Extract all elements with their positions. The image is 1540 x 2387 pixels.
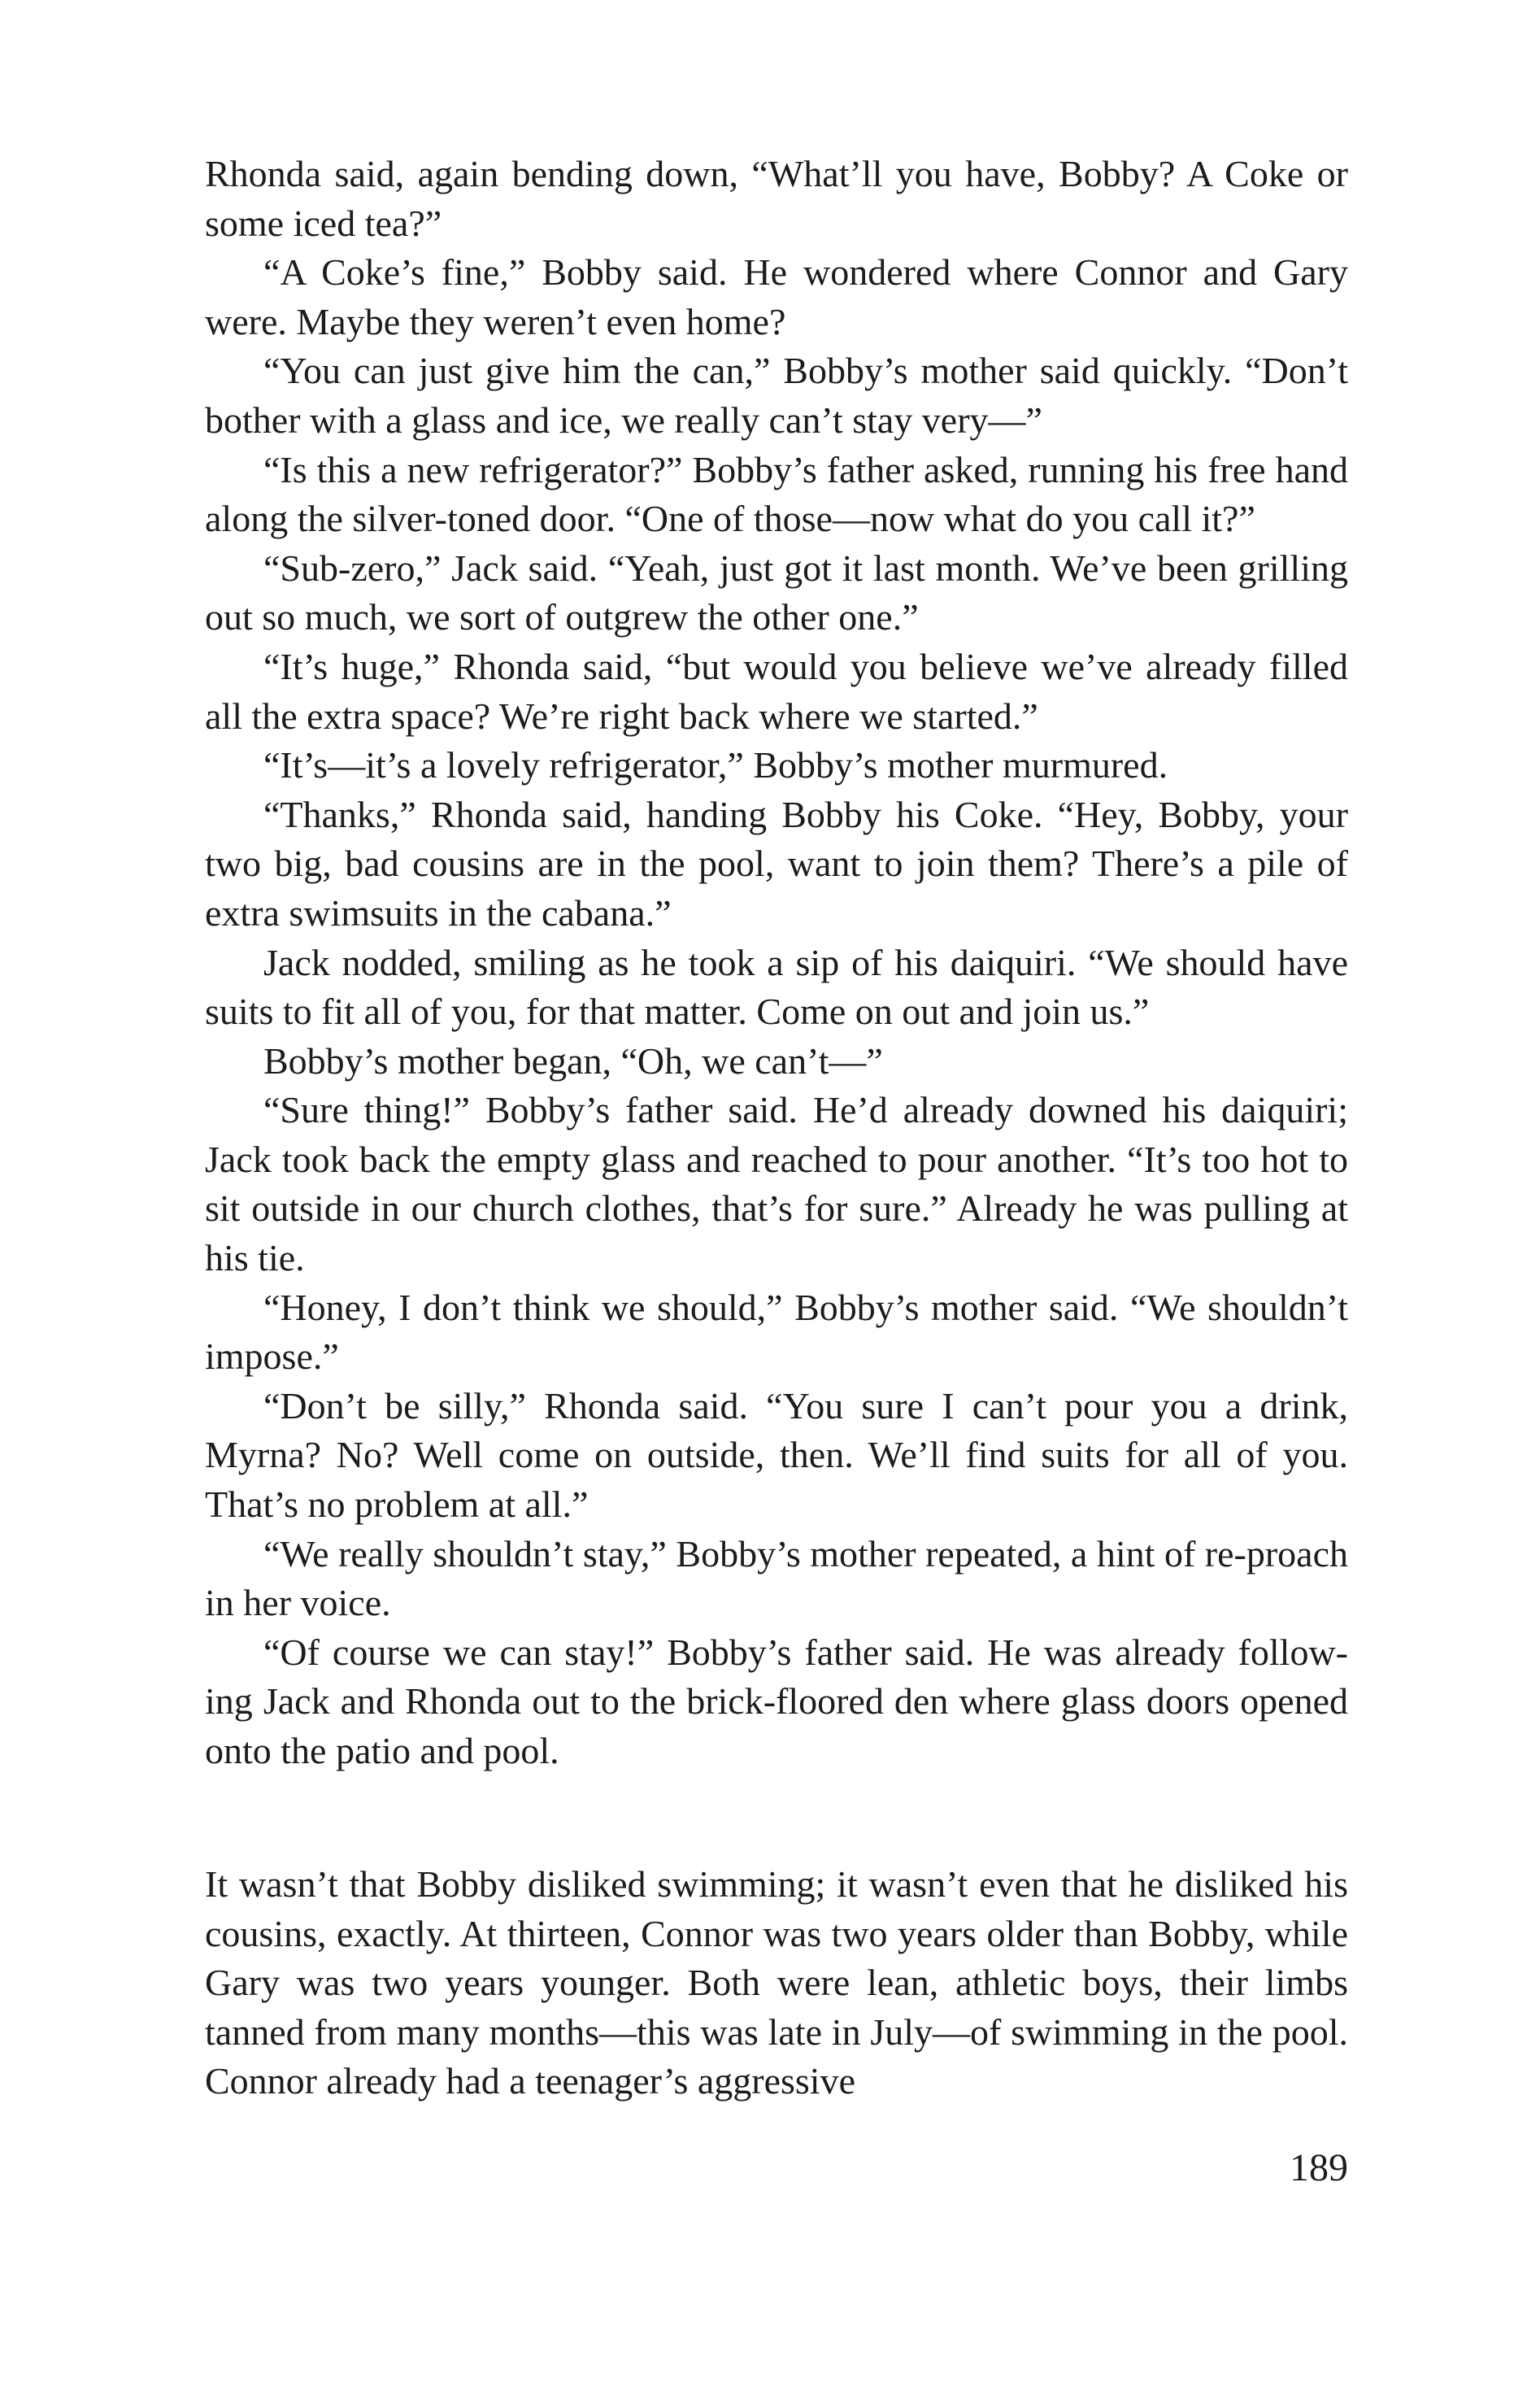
paragraph: “Is this a new refrigerator?” Bobby’s father asked, running his free hand along the silver-toned door. “One of those—now what do you call it?” — [205, 448, 1348, 540]
paragraph: “A Coke’s fine,” Bobby said. He wondered where Connor and Gary were. Maybe they weren’t even home? — [205, 251, 1348, 342]
paragraph: “Sub-zero,” Jack said. “Yeah, just got it last month. We’ve been grilling out so much, we sort of outgrew the other one.” — [205, 547, 1348, 638]
narrative-section — [205, 1860, 1348, 2106]
paragraph: “It’s—it’s a lovely refrigerator,” Bobby’s mother murmured. — [263, 744, 1168, 786]
paragraph: Jack nodded, smiling as he took a sip of his daiquiri. “We should have suits to fit all of you, for that matter. Come on out and join us.” — [205, 941, 1348, 1033]
paragraph: It wasn’t that Bobby disliked swimming; it wasn’t even that he disliked his cousins, exactly. At thirteen, Connor was two years older than Bobby, while Gary was two years younger. Both were lean, athletic boys, their limbs tanned from many months—this was late in July—of swimming in the pool. Connor already had a teenager’s aggressive — [205, 1863, 1348, 2102]
paragraph: “Honey, I don’t think we should,” Bobby’s mother said. “We shouldn’t impose.” — [205, 1286, 1348, 1378]
paragraph: “Thanks,” Rhonda said, handing Bobby his Coke. “Hey, Bobby, your two big, bad cousins are in the pool, want to join them? There’s a pile of extra swimsuits in the cabana.” — [205, 793, 1348, 934]
paragraph: “Of course we can stay!” Bobby’s father said. He was already follow-ing Jack and Rhonda out to the brick-floored den where glass doors opened onto the patio and pool. — [205, 1631, 1348, 1771]
paragraph: “It’s huge,” Rhonda said, “but would you believe we’ve already filled all the extra space? We’re right back where we started.” — [205, 645, 1348, 737]
paragraph: “You can just give him the can,” Bobby’s mother said quickly. “Don’t bother with a glass and ice, we really can’t stay very—” — [205, 350, 1348, 441]
paragraph: Bobby’s mother began, “Oh, we can’t—” — [263, 1039, 883, 1082]
dialogue-section — [205, 150, 1348, 1776]
paragraph: “Don’t be silly,” Rhonda said. “You sure I can’t pour you a drink, Myrna? No? Well come on outside, then. We’ll find suits for all of you. That’s no problem at all.” — [205, 1384, 1348, 1526]
paragraph: “We really shouldn’t stay,” Bobby’s mother repeated, a hint of re-proach in her voice. — [205, 1532, 1348, 1624]
paragraph: Rhonda said, again bending down, “What’ll you have, Bobby? A Coke or some iced tea?” — [205, 153, 1348, 244]
page-number: 189 — [1290, 2146, 1348, 2189]
paragraph: “Sure thing!” Bobby’s father said. He’d already downed his daiquiri; Jack took back the empty glass and reached to pour another. “It’s too hot to sit outside in our church clothes, that’s for sure.” Already he was pulling at his tie. — [205, 1089, 1348, 1279]
